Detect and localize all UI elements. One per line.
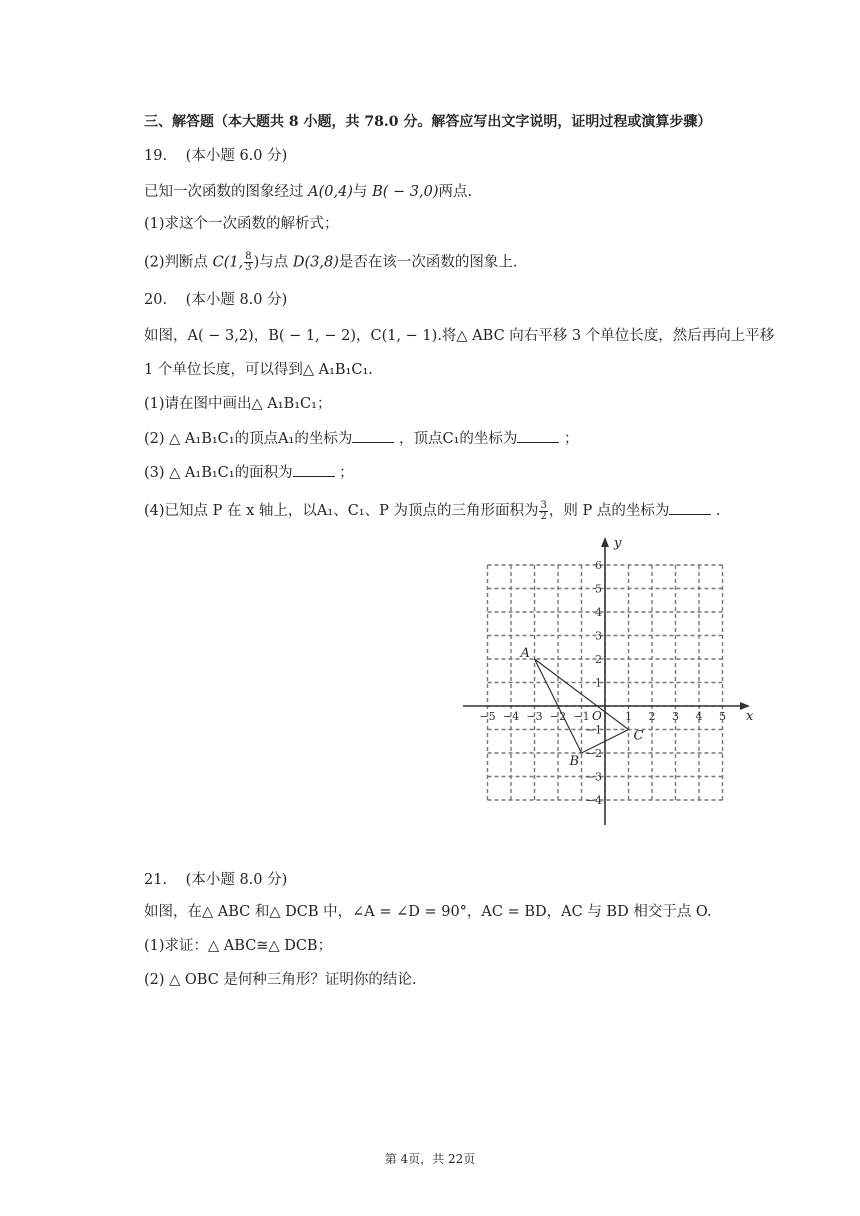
y-tick-label: −2 [585,747,602,760]
question-20-part-3 [144,462,354,483]
question-number: 21. [144,872,168,888]
y-tick-label: 6 [595,559,602,572]
y-tick-label: −3 [585,770,602,784]
point-label-a: A [520,646,530,661]
fraction-denominator: 3 [245,262,252,273]
x-tick-label: 3 [672,710,679,723]
answer-blank[interactable] [352,428,394,443]
y-axis-arrow [601,537,609,547]
question-20-part-4 [144,500,721,522]
part-text: ； [559,431,579,447]
question-21-stem: 如图，在△ ABC 和△ DCB 中，∠A = ∠D = 90°，AC = BD，AC 与 BD 相交于点 O. [144,904,712,920]
part-text: (3) △ A₁B₁C₁的面积为 [144,465,293,481]
coordinate-grid-figure [460,535,760,830]
x-axis-label: x [746,709,754,724]
fraction-numerator: 8 [245,251,252,262]
y-tick-label: −4 [585,794,602,807]
part-text: (2) △ A₁B₁C₁的顶点A₁的坐标为 [144,431,353,447]
point-b: B( − 3,0) [372,184,439,200]
part-text: . [711,503,721,519]
question-19-stem [144,182,472,202]
part-text: (2)判断点 [144,254,213,271]
question-21-part-2: (2) △ OBC 是何种三角形？证明你的结论. [144,972,417,988]
y-tick-label: 4 [595,606,602,619]
x-tick-label: 1 [625,710,632,723]
question-21-header [144,870,287,890]
question-20-header [144,290,287,310]
question-number: 19. [144,148,168,164]
y-tick-label: 1 [595,676,602,690]
question-score: (本小题 8.0 分) [185,292,288,308]
point-label-b: B [569,754,580,769]
stem-text: 两点. [438,184,473,200]
question-19-part-2 [144,252,518,273]
section-title: 三、解答题（本大题共 8 小题，共 78.0 分。解答应写出文字说明，证明过程或演算步骤） [144,114,712,130]
page-footer: 第 4页，共 22页 [384,1152,476,1166]
origin-label: O [592,709,602,723]
y-tick-label: 2 [595,653,602,666]
question-20-part-2 [144,428,579,449]
fraction [244,252,252,273]
part-text: 是否在该一次函数的图象上. [338,254,518,271]
answer-blank[interactable] [669,500,711,515]
x-tick-label: −2 [549,710,567,723]
point-d: D(3,8) [292,254,339,271]
answer-blank[interactable] [293,462,335,477]
part-text: 与点 [259,254,293,271]
question-19-header [144,146,287,166]
x-tick-label: −1 [573,710,590,723]
x-tick-label: 2 [648,710,656,723]
part-text: ，则 P 点的坐标为 [548,503,670,519]
y-tick-label: 5 [595,582,602,596]
question-19-part-1: (1)求这个一次函数的解析式； [144,216,339,232]
stem-text: 已知一次函数的图象经过 [144,184,309,200]
question-score: (本小题 8.0 分) [185,872,288,888]
question-20-part-1: (1)请在图中画出△ A₁B₁C₁； [144,396,332,412]
fraction-numerator: 3 [540,499,547,511]
part-text: ，顶点C₁的坐标为 [394,431,518,447]
fraction-denominator: 2 [540,510,547,522]
question-number: 20. [144,292,168,308]
y-axis-label: y [614,536,622,551]
question-20-stem-line-2: 1 个单位长度，可以得到△ A₁B₁C₁. [144,362,373,378]
stem-text: 与 [352,184,373,200]
fraction [539,501,547,522]
x-tick-label: −5 [479,710,496,723]
x-tick-label: 5 [719,710,726,723]
x-tick-label: −4 [502,710,520,723]
question-score: (本小题 6.0 分) [185,148,288,164]
x-tick-label: −3 [526,710,543,723]
point-c: C(1, [212,254,244,271]
point-a: A(0,4) [308,184,353,200]
question-20-stem-line-1: 如图，A( − 3,2)，B( − 1, − 2)，C(1, − 1).将△ ABC 向右平移 3 个单位长度，然后再向上平移 [144,328,775,344]
question-21-part-1: (1)求证：△ ABC≅△ DCB； [144,938,333,954]
answer-blank[interactable] [517,428,559,443]
y-tick-label: −1 [585,723,602,737]
part-text: (4)已知点 P 在 x 轴上，以A₁、C₁、P 为顶点的三角形面积为 [144,503,539,519]
part-text: ) [253,254,260,271]
x-tick-label: 4 [695,710,703,723]
part-text: ； [334,465,354,481]
y-tick-label: 3 [595,629,602,643]
point-label-c: C [633,728,644,744]
